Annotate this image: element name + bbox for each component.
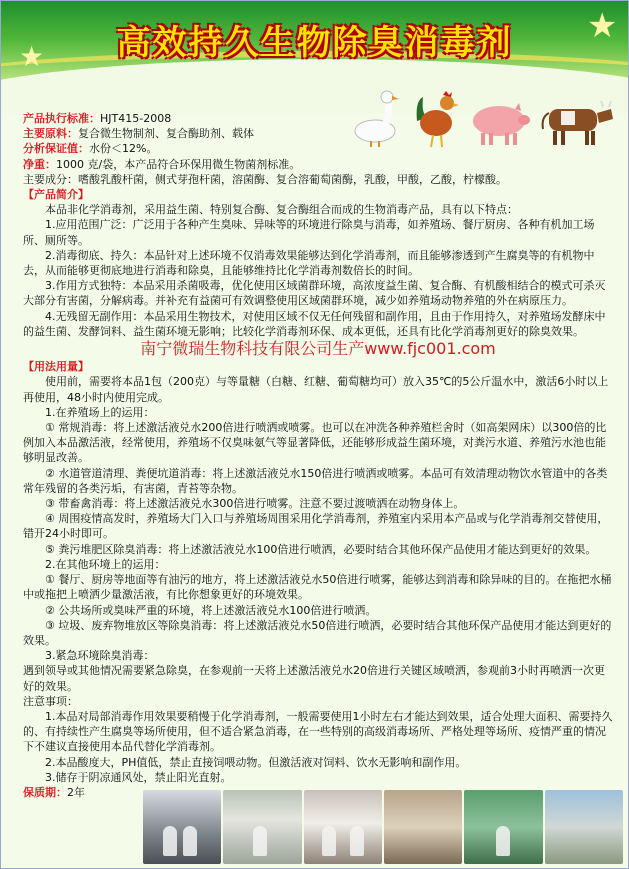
notes-heading: 注意事项： <box>23 694 78 708</box>
farm-heading: 1.在养殖场上的运用： <box>45 405 155 419</box>
info-ingredients: 主要成分：嗜酸乳酸杆菌，侧式芽孢杆菌，溶菌酶、复合溶葡萄菌酶，乳酸，甲酸，乙酸，柠檬酸。 <box>23 172 507 186</box>
photo-poultry-cages <box>143 790 221 864</box>
poster-body <box>23 111 613 800</box>
shelf-life: 保质期：2年 <box>23 785 85 799</box>
star-icon: ★ <box>587 6 618 46</box>
emergency-heading: 3.紧急环境除臭消毒： <box>45 649 155 663</box>
other-item: ① 餐厅、厨房等地面等有油污的地方，将上述激活液兑水50倍进行喷雾，能够达到消毒和除异味的目的。在拖把水桶中或拖把上喷洒少量激活液，有比你想象更好的环境效果。 <box>23 573 612 602</box>
other-item: ② 公共场所或臭味严重的环境，将上述激活液兑水100倍进行喷洒。 <box>45 603 377 617</box>
intro-paragraph: 3.作用方式独特：本品采用杀菌吸毒，优化使用区域菌群环境，高浓度益生菌、复合酶、有机酸相结合的模式可杀灭大部分有害菌，分解病毒。并补充有益菌可有效调整使用区域菌群环境，减少如养殖场动物养殖的外在病原压力。 <box>23 279 606 308</box>
star-icon: ★ <box>19 40 45 73</box>
photo-disinfection <box>464 790 542 864</box>
intro-heading: 【产品简介】 <box>23 188 89 202</box>
info-standard: 产品执行标准：HJT415-2008 <box>23 112 172 125</box>
photo-strip <box>143 790 623 864</box>
photo-workers <box>304 790 382 864</box>
intro-paragraph: 4.无残留无副作用：本品采用生物技术，对使用区域不仅无任何残留和副作用，且由于作用持久，对养殖场发酵床中的益生菌、发酵饲料、益生菌环境无影响；比较化学消毒剂环保、成本更低，还具有比化学消毒剂更好的除臭效果。 <box>23 309 606 338</box>
farm-item: ① 常规消毒：将上述激活液兑水200倍进行喷洒或喷雾。也可以在冲洗各种养殖栏舍时（如高架网床）以300倍的比例加入本品激活液，经常使用，养殖场不仅臭味氨气等显著降低，还能够形成益生菌环境，对粪污水道、养殖污水池也能够明显改善。 <box>23 421 607 465</box>
note-item: 2.本品酸度大，PH值低，禁止直接饲喂动物。但激活液对饲料、饮水无影响和副作用。 <box>45 755 467 769</box>
other-heading: 2.在其他环境上的运用： <box>45 557 166 571</box>
info-materials: 主要原料：复合微生物制剂、复合酶助剂、载体 <box>23 127 254 141</box>
other-item: ③ 垃圾、废弃物堆放区等除臭消毒：将上述激活液兑水50倍进行喷洒，必要时结合其他环保产品使用才能达到更好的效果。 <box>23 618 612 647</box>
farm-item: ② 水道管道清理、粪便坑道消毒：将上述激活液兑水150倍进行喷洒或喷雾。本品可有效清理动物饮水管道中的各类常年残留的各类污垢，有害菌，青苔等杂物。 <box>23 466 608 495</box>
photo-chickens <box>384 790 462 864</box>
usage-intro: 使用前，需要将本品1包（200克）与等量糖（白糖、红糖、葡萄糖均可）放入35℃的5公斤温水中，激活6小时以上再使用，48小时内使用完成。 <box>23 375 609 404</box>
company-line: 南宁微瑞生物科技有限公司生产www.fjc001.com <box>140 339 496 359</box>
emergency-text: 遇到领导或其他情况需要紧急除臭，在参观前一天将上述激活液兑水20倍进行关键区域喷洒，参观前3小时再喷洒一次更好的效果。 <box>23 664 605 693</box>
farm-item: ③ 带畜禽消毒：将上述激活液兑水300倍进行喷雾。注意不要过渡喷洒在动物身体上。 <box>45 497 465 511</box>
intro-paragraph: 本品非化学消毒剂，采用益生菌、特别复合酶、复合酶组合而成的生物消毒产品，具有以下特点： <box>45 203 518 217</box>
photo-farm-yard <box>545 790 623 864</box>
info-guarantee: 分析保证值：水份＜12%。 <box>23 142 158 156</box>
intro-paragraph: 1.应用范围广泛：广泛用于各种产生臭味、异味等的环境进行除臭与消毒，如养殖场、餐厅厨房、各种有机加工场所、厕所等。 <box>23 218 595 247</box>
photo-spraying <box>223 790 301 864</box>
note-item: 3.储存于阴凉通风处，禁止阳光直射。 <box>45 770 232 784</box>
note-item: 1.本品对局部消毒作用效果要稍慢于化学消毒剂，一般需要使用1小时左右才能达到效果，适合处理大面积、需要持久的、有持续性产生腐臭等场所使用，但不适合紧急消毒，在一些特别的高级消毒场所、严格处理等场所、疫情严重的情况下不建议直接使用本品代替化学消毒剂。 <box>23 709 613 754</box>
farm-item: ④ 周围疫情高发时，养殖场大门入口与养殖场周围采用化学消毒剂，养殖室内采用本产品或与化学消毒剂交替使用，错开24小时即可。 <box>23 512 609 541</box>
info-net-weight: 净重：1000 克/袋，本产品符合环保用微生物菌剂标准。 <box>23 157 301 171</box>
usage-heading: 【用法用量】 <box>23 360 89 374</box>
farm-item: ⑤ 粪污堆肥区除臭消毒：将上述激活液兑水100倍进行喷洒，必要时结合其他环保产品使用才能达到更好的效果。 <box>45 542 597 556</box>
poster-title: 高效持久生物除臭消毒剂 <box>116 23 513 63</box>
intro-paragraph: 2.消毒彻底、持久：本品针对上述环境不仅消毒效果能够达到化学消毒剂，而且能够渗透到产生腐臭等的有机物中去，从而能够更彻底地进行消毒和除臭，且能够维持比化学消毒剂数倍长的时间。 <box>23 248 595 278</box>
